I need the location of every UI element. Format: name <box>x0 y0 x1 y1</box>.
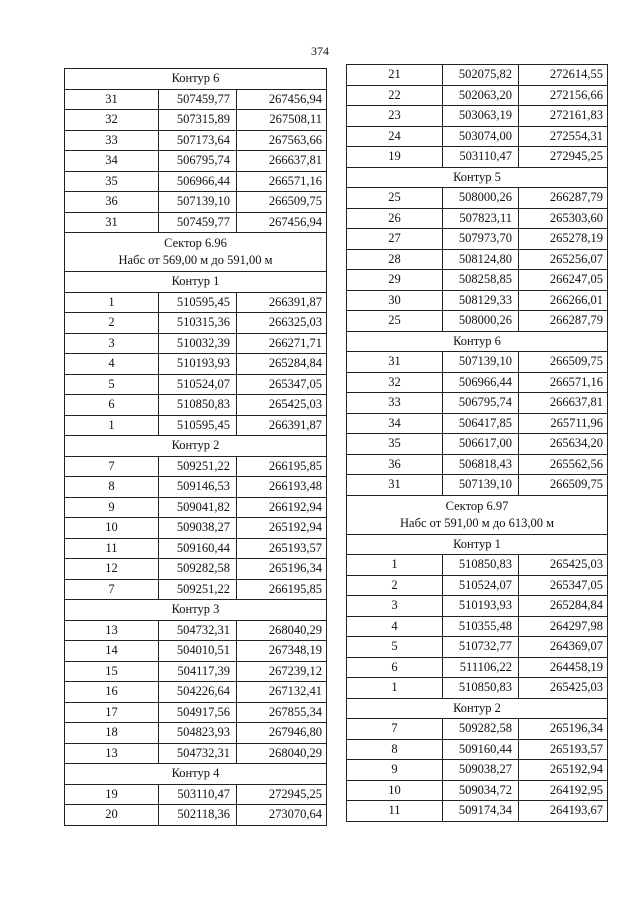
x-coordinate: 506966,44 <box>443 372 519 393</box>
point-number: 26 <box>347 208 443 229</box>
y-coordinate: 272554,31 <box>519 126 608 147</box>
x-coordinate: 503074,00 <box>443 126 519 147</box>
table-row <box>347 352 608 373</box>
point-number: 31 <box>347 352 443 373</box>
table-row <box>347 290 608 311</box>
point-number: 31 <box>347 475 443 496</box>
y-coordinate: 266195,85 <box>237 456 327 477</box>
table-row <box>65 151 327 172</box>
x-coordinate: 504823,93 <box>159 723 237 744</box>
y-coordinate: 266247,05 <box>519 270 608 291</box>
table-row <box>347 106 608 127</box>
contour-header: Контур 1 <box>347 534 608 555</box>
y-coordinate: 272614,55 <box>519 65 608 86</box>
y-coordinate: 265711,96 <box>519 413 608 434</box>
table-row <box>65 559 327 580</box>
x-coordinate: 506617,00 <box>443 434 519 455</box>
point-number: 32 <box>65 110 159 131</box>
y-coordinate: 265196,34 <box>519 719 608 740</box>
y-coordinate: 265284,84 <box>237 354 327 375</box>
y-coordinate: 264458,19 <box>519 657 608 678</box>
contour-header: Контур 4 <box>65 764 327 785</box>
table-row <box>347 555 608 576</box>
table-row <box>65 784 327 805</box>
contour-header-row <box>65 764 327 785</box>
table-row <box>347 719 608 740</box>
y-coordinate: 266271,71 <box>237 333 327 354</box>
point-number: 29 <box>347 270 443 291</box>
sector-header <box>347 495 608 534</box>
y-coordinate: 266325,03 <box>237 313 327 334</box>
y-coordinate: 267456,94 <box>237 212 327 233</box>
point-number: 3 <box>347 596 443 617</box>
point-number: 23 <box>347 106 443 127</box>
x-coordinate: 504732,31 <box>159 620 237 641</box>
x-coordinate: 507823,11 <box>443 208 519 229</box>
point-number: 13 <box>65 743 159 764</box>
contour-header-row <box>347 698 608 719</box>
y-coordinate: 266571,16 <box>519 372 608 393</box>
y-coordinate: 273070,64 <box>237 805 327 826</box>
table-row <box>347 678 608 699</box>
x-coordinate: 503063,19 <box>443 106 519 127</box>
x-coordinate: 509282,58 <box>443 719 519 740</box>
contour-header: Контур 2 <box>347 698 608 719</box>
y-coordinate: 272945,25 <box>237 784 327 805</box>
x-coordinate: 504010,51 <box>159 641 237 662</box>
x-coordinate: 509282,58 <box>159 559 237 580</box>
point-number: 31 <box>65 212 159 233</box>
point-number: 9 <box>65 497 159 518</box>
x-coordinate: 506966,44 <box>159 171 237 192</box>
x-coordinate: 503110,47 <box>159 784 237 805</box>
contour-header-row <box>65 272 327 293</box>
table-row <box>347 575 608 596</box>
point-number: 34 <box>65 151 159 172</box>
table-row <box>347 65 608 86</box>
point-number: 16 <box>65 682 159 703</box>
x-coordinate: 510850,83 <box>443 555 519 576</box>
table-row <box>347 249 608 270</box>
y-coordinate: 265196,34 <box>237 559 327 580</box>
y-coordinate: 267456,94 <box>237 89 327 110</box>
x-coordinate: 510193,93 <box>443 596 519 617</box>
point-number: 2 <box>347 575 443 596</box>
point-number: 13 <box>65 620 159 641</box>
x-coordinate: 511106,22 <box>443 657 519 678</box>
table-row <box>347 780 608 801</box>
table-row <box>347 596 608 617</box>
y-coordinate: 266391,87 <box>237 292 327 313</box>
sector-title: Сектор 6.96 <box>164 236 227 250</box>
x-coordinate: 509038,27 <box>159 518 237 539</box>
table-row <box>347 229 608 250</box>
point-number: 4 <box>65 354 159 375</box>
x-coordinate: 507315,89 <box>159 110 237 131</box>
table-row <box>65 805 327 826</box>
y-coordinate: 266193,48 <box>237 477 327 498</box>
y-coordinate: 266192,94 <box>237 497 327 518</box>
x-coordinate: 506818,43 <box>443 454 519 475</box>
x-coordinate: 502075,82 <box>443 65 519 86</box>
y-coordinate: 264297,98 <box>519 616 608 637</box>
sector-elevation-range: Набс от 569,00 м до 591,00 м <box>118 253 273 267</box>
table-row <box>65 477 327 498</box>
point-number: 14 <box>65 641 159 662</box>
y-coordinate: 266637,81 <box>519 393 608 414</box>
y-coordinate: 272945,25 <box>519 147 608 168</box>
table-row <box>65 415 327 436</box>
table-row <box>65 579 327 600</box>
x-coordinate: 510595,45 <box>159 292 237 313</box>
table-row <box>347 393 608 414</box>
table-row <box>347 413 608 434</box>
x-coordinate: 510850,83 <box>443 678 519 699</box>
point-number: 25 <box>347 311 443 332</box>
point-number: 8 <box>347 739 443 760</box>
y-coordinate: 265193,57 <box>237 538 327 559</box>
x-coordinate: 509160,44 <box>443 739 519 760</box>
coordinates-table-left <box>64 68 327 826</box>
point-number: 6 <box>347 657 443 678</box>
x-coordinate: 510032,39 <box>159 333 237 354</box>
table-row <box>347 616 608 637</box>
point-number: 27 <box>347 229 443 250</box>
table-row <box>347 739 608 760</box>
x-coordinate: 504732,31 <box>159 743 237 764</box>
x-coordinate: 509160,44 <box>159 538 237 559</box>
table-row <box>347 760 608 781</box>
y-coordinate: 266509,75 <box>519 475 608 496</box>
table-row <box>347 188 608 209</box>
table-row <box>65 497 327 518</box>
contour-header: Контур 6 <box>65 69 327 90</box>
point-number: 2 <box>65 313 159 334</box>
x-coordinate: 507973,70 <box>443 229 519 250</box>
table-row <box>65 743 327 764</box>
point-number: 7 <box>65 579 159 600</box>
y-coordinate: 265347,05 <box>519 575 608 596</box>
x-coordinate: 509251,22 <box>159 456 237 477</box>
sector-header <box>65 233 327 272</box>
table-row <box>65 723 327 744</box>
point-number: 1 <box>65 415 159 436</box>
y-coordinate: 265425,03 <box>237 395 327 416</box>
table-row <box>347 147 608 168</box>
y-coordinate: 268040,29 <box>237 620 327 641</box>
table-row <box>65 641 327 662</box>
table-row <box>65 661 327 682</box>
x-coordinate: 510315,36 <box>159 313 237 334</box>
contour-header-row <box>65 436 327 457</box>
x-coordinate: 510595,45 <box>159 415 237 436</box>
table-row <box>65 333 327 354</box>
x-coordinate: 504117,39 <box>159 661 237 682</box>
table-row <box>347 454 608 475</box>
contour-header: Контур 1 <box>65 272 327 293</box>
y-coordinate: 265278,19 <box>519 229 608 250</box>
y-coordinate: 268040,29 <box>237 743 327 764</box>
y-coordinate: 265347,05 <box>237 374 327 395</box>
y-coordinate: 266287,79 <box>519 311 608 332</box>
y-coordinate: 266509,75 <box>519 352 608 373</box>
table-row <box>65 374 327 395</box>
point-number: 17 <box>65 702 159 723</box>
x-coordinate: 510524,07 <box>443 575 519 596</box>
y-coordinate: 264193,67 <box>519 801 608 822</box>
x-coordinate: 507459,77 <box>159 89 237 110</box>
sector-header-row <box>65 233 327 272</box>
table-row <box>347 270 608 291</box>
x-coordinate: 502063,20 <box>443 85 519 106</box>
contour-header: Контур 3 <box>65 600 327 621</box>
x-coordinate: 510193,93 <box>159 354 237 375</box>
table-row <box>65 192 327 213</box>
point-number: 1 <box>65 292 159 313</box>
y-coordinate: 265284,84 <box>519 596 608 617</box>
point-number: 21 <box>347 65 443 86</box>
contour-header: Контур 6 <box>347 331 608 352</box>
x-coordinate: 507139,10 <box>443 352 519 373</box>
point-number: 1 <box>347 555 443 576</box>
y-coordinate: 264192,95 <box>519 780 608 801</box>
x-coordinate: 509041,82 <box>159 497 237 518</box>
table-row <box>347 311 608 332</box>
point-number: 7 <box>65 456 159 477</box>
table-row <box>347 434 608 455</box>
table-row <box>347 801 608 822</box>
point-number: 35 <box>65 171 159 192</box>
x-coordinate: 508258,85 <box>443 270 519 291</box>
point-number: 20 <box>65 805 159 826</box>
y-coordinate: 266266,01 <box>519 290 608 311</box>
point-number: 32 <box>347 372 443 393</box>
contour-header-row <box>347 331 608 352</box>
x-coordinate: 507139,10 <box>159 192 237 213</box>
point-number: 33 <box>65 130 159 151</box>
point-number: 4 <box>347 616 443 637</box>
point-number: 34 <box>347 413 443 434</box>
x-coordinate: 510850,83 <box>159 395 237 416</box>
page-number: 374 <box>311 44 329 58</box>
contour-header: Контур 5 <box>347 167 608 188</box>
table-row <box>65 212 327 233</box>
x-coordinate: 507173,64 <box>159 130 237 151</box>
y-coordinate: 266287,79 <box>519 188 608 209</box>
y-coordinate: 265303,60 <box>519 208 608 229</box>
point-number: 30 <box>347 290 443 311</box>
table-row <box>65 682 327 703</box>
point-number: 36 <box>65 192 159 213</box>
table-row <box>65 518 327 539</box>
table-row <box>65 89 327 110</box>
x-coordinate: 509038,27 <box>443 760 519 781</box>
point-number: 3 <box>65 333 159 354</box>
y-coordinate: 266637,81 <box>237 151 327 172</box>
x-coordinate: 506795,74 <box>443 393 519 414</box>
table-row <box>65 538 327 559</box>
x-coordinate: 504917,56 <box>159 702 237 723</box>
x-coordinate: 506417,85 <box>443 413 519 434</box>
contour-header-row <box>347 534 608 555</box>
y-coordinate: 265562,56 <box>519 454 608 475</box>
point-number: 33 <box>347 393 443 414</box>
table-row <box>65 395 327 416</box>
point-number: 11 <box>65 538 159 559</box>
x-coordinate: 510524,07 <box>159 374 237 395</box>
x-coordinate: 510732,77 <box>443 637 519 658</box>
point-number: 1 <box>347 678 443 699</box>
contour-header-row <box>65 69 327 90</box>
point-number: 24 <box>347 126 443 147</box>
point-number: 12 <box>65 559 159 580</box>
x-coordinate: 502118,36 <box>159 805 237 826</box>
point-number: 28 <box>347 249 443 270</box>
y-coordinate: 266571,16 <box>237 171 327 192</box>
table-row <box>65 110 327 131</box>
table-row <box>65 620 327 641</box>
contour-header-row <box>347 167 608 188</box>
point-number: 5 <box>347 637 443 658</box>
x-coordinate: 506795,74 <box>159 151 237 172</box>
point-number: 18 <box>65 723 159 744</box>
point-number: 19 <box>65 784 159 805</box>
table-row <box>347 475 608 496</box>
point-number: 19 <box>347 147 443 168</box>
x-coordinate: 509174,34 <box>443 801 519 822</box>
y-coordinate: 267946,80 <box>237 723 327 744</box>
x-coordinate: 507459,77 <box>159 212 237 233</box>
table-row <box>347 208 608 229</box>
point-number: 10 <box>65 518 159 539</box>
table-row <box>347 372 608 393</box>
table-row <box>347 657 608 678</box>
y-coordinate: 265192,94 <box>519 760 608 781</box>
table-row <box>65 702 327 723</box>
x-coordinate: 507139,10 <box>443 475 519 496</box>
sector-title: Сектор 6.97 <box>445 498 509 513</box>
table-row <box>347 637 608 658</box>
point-number: 36 <box>347 454 443 475</box>
point-number: 35 <box>347 434 443 455</box>
y-coordinate: 266391,87 <box>237 415 327 436</box>
sector-elevation-range: Набс от 591,00 м до 613,00 м <box>400 515 554 530</box>
point-number: 31 <box>65 89 159 110</box>
table-row <box>347 126 608 147</box>
y-coordinate: 267132,41 <box>237 682 327 703</box>
table-row <box>347 85 608 106</box>
x-coordinate: 510355,48 <box>443 616 519 637</box>
point-number: 6 <box>65 395 159 416</box>
contour-header-row <box>65 600 327 621</box>
table-row <box>65 354 327 375</box>
point-number: 11 <box>347 801 443 822</box>
y-coordinate: 265425,03 <box>519 678 608 699</box>
y-coordinate: 267508,11 <box>237 110 327 131</box>
y-coordinate: 265425,03 <box>519 555 608 576</box>
point-number: 25 <box>347 188 443 209</box>
x-coordinate: 504226,64 <box>159 682 237 703</box>
y-coordinate: 266509,75 <box>237 192 327 213</box>
y-coordinate: 266195,85 <box>237 579 327 600</box>
table-row <box>65 130 327 151</box>
table-row <box>65 171 327 192</box>
table-row <box>65 456 327 477</box>
sector-header-row <box>347 495 608 534</box>
point-number: 7 <box>347 719 443 740</box>
y-coordinate: 267239,12 <box>237 661 327 682</box>
table-row <box>65 292 327 313</box>
x-coordinate: 503110,47 <box>443 147 519 168</box>
table-row <box>65 313 327 334</box>
y-coordinate: 272156,66 <box>519 85 608 106</box>
y-coordinate: 272161,83 <box>519 106 608 127</box>
y-coordinate: 265256,07 <box>519 249 608 270</box>
x-coordinate: 508129,33 <box>443 290 519 311</box>
x-coordinate: 508000,26 <box>443 188 519 209</box>
x-coordinate: 509146,53 <box>159 477 237 498</box>
x-coordinate: 508124,80 <box>443 249 519 270</box>
point-number: 22 <box>347 85 443 106</box>
point-number: 9 <box>347 760 443 781</box>
x-coordinate: 509034,72 <box>443 780 519 801</box>
coordinates-table-right <box>346 64 608 822</box>
point-number: 8 <box>65 477 159 498</box>
contour-header: Контур 2 <box>65 436 327 457</box>
y-coordinate: 264369,07 <box>519 637 608 658</box>
y-coordinate: 267855,34 <box>237 702 327 723</box>
point-number: 15 <box>65 661 159 682</box>
y-coordinate: 267563,66 <box>237 130 327 151</box>
point-number: 10 <box>347 780 443 801</box>
point-number: 5 <box>65 374 159 395</box>
y-coordinate: 265193,57 <box>519 739 608 760</box>
y-coordinate: 265192,94 <box>237 518 327 539</box>
x-coordinate: 508000,26 <box>443 311 519 332</box>
x-coordinate: 509251,22 <box>159 579 237 600</box>
y-coordinate: 267348,19 <box>237 641 327 662</box>
y-coordinate: 265634,20 <box>519 434 608 455</box>
